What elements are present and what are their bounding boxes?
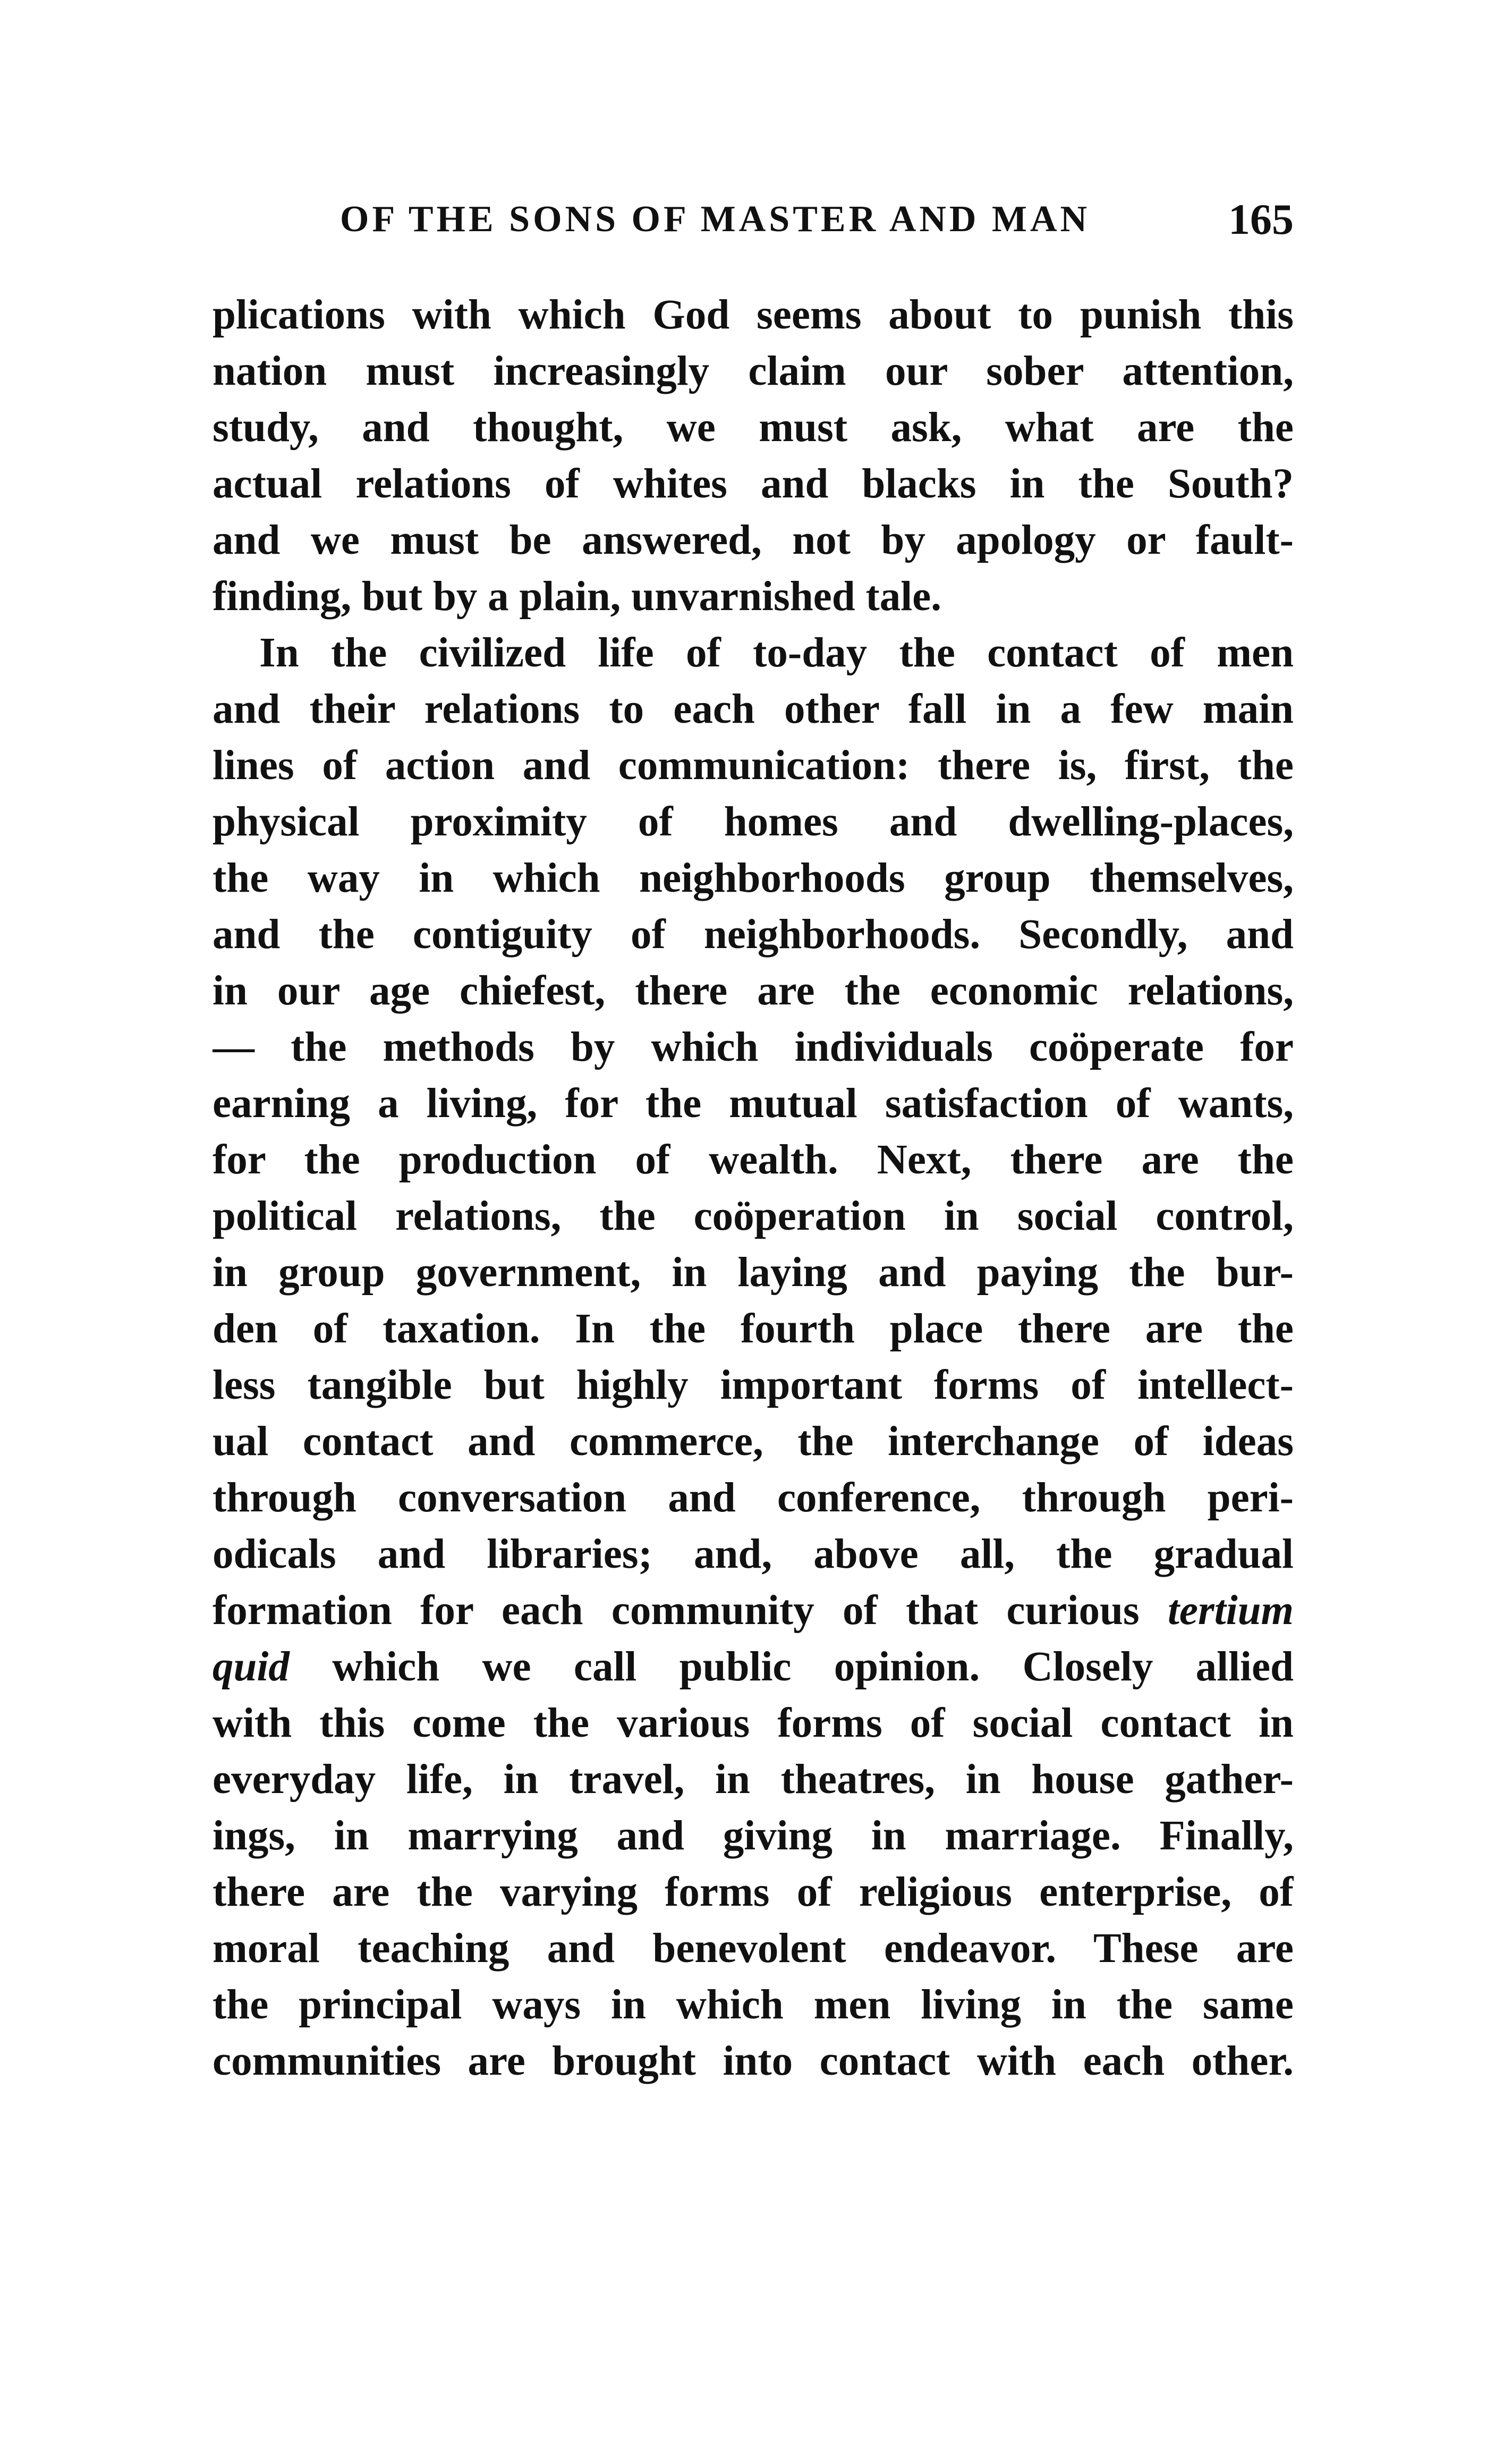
text-line: nation must increasingly claim our sober attention, — [213, 348, 1294, 394]
text-line: In the civilized life of to-day the contact of men — [259, 630, 1294, 676]
text-line: den of taxation. In the fourth place there are the — [213, 1306, 1294, 1352]
text-line: in group government, in laying and paying the bur- — [213, 1249, 1294, 1296]
text-line: everyday life, in travel, in theatres, in house gather- — [213, 1756, 1294, 1803]
text-line: actual relations of whites and blacks in the South? — [213, 461, 1294, 507]
text-line: and their relations to each other fall in a few main — [213, 686, 1294, 732]
text-line: odicals and libraries; and, above all, the gradual — [213, 1531, 1294, 1577]
text-line: communities are brought into contact with each other. — [213, 2038, 1294, 2084]
text-line: physical proximity of homes and dwelling-places, — [213, 799, 1294, 845]
text-line: there are the varying forms of religious enterprise, of — [213, 1869, 1294, 1915]
text-line: in our age chiefest, there are the economic relations, — [213, 968, 1294, 1014]
text-line: moral teaching and benevolent endeavor. These are — [213, 1925, 1294, 1972]
text-line: and the contiguity of neighborhoods. Secondly, and — [213, 911, 1294, 958]
text-line: for the production of wealth. Next, there are the — [213, 1137, 1294, 1183]
text-line: lines of action and communication: there is, first, the — [213, 742, 1294, 789]
text-line: ual contact and commerce, the interchange of ideas — [213, 1418, 1294, 1465]
text-line: less tangible but highly important forms of intellect- — [213, 1362, 1294, 1408]
text-segment: which we call public opinion. Closely allied — [289, 1644, 1294, 1690]
text-line: through conversation and conference, through peri- — [213, 1475, 1294, 1521]
text-line: plications with which God seems about to punish this — [213, 292, 1294, 338]
text-line: and we must be answered, not by apology or fault- — [213, 517, 1294, 563]
text-line: with this come the various forms of social contact in — [213, 1700, 1294, 1746]
latin-phrase-part: tertium — [1167, 1587, 1294, 1634]
text-line: finding, but by a plain, unvarnished tale. — [213, 573, 941, 620]
text-line: political relations, the coöperation in social control, — [213, 1193, 1294, 1239]
text-line — [213, 1639, 1294, 1695]
text-line: ings, in marrying and giving in marriage. Finally, — [213, 1813, 1294, 1859]
text-line: the way in which neighborhoods group themselves, — [213, 855, 1294, 901]
text-line: the principal ways in which men living in the same — [213, 1982, 1294, 2028]
text-line: earning a living, for the mutual satisfaction of wants, — [213, 1080, 1294, 1127]
text-line — [213, 1583, 1294, 1639]
text-line: — the methods by which individuals coöperate for — [213, 1024, 1294, 1070]
body-text — [213, 287, 1294, 2090]
text-segment: formation for each community of that curious — [213, 1587, 1168, 1634]
text-line: study, and thought, we must ask, what are the — [213, 404, 1294, 451]
running-head — [213, 190, 1294, 249]
page-number: 165 — [1228, 195, 1294, 243]
latin-phrase-part: quid — [213, 1644, 290, 1690]
running-title: OF THE SONS OF MASTER AND MAN — [340, 199, 1091, 240]
